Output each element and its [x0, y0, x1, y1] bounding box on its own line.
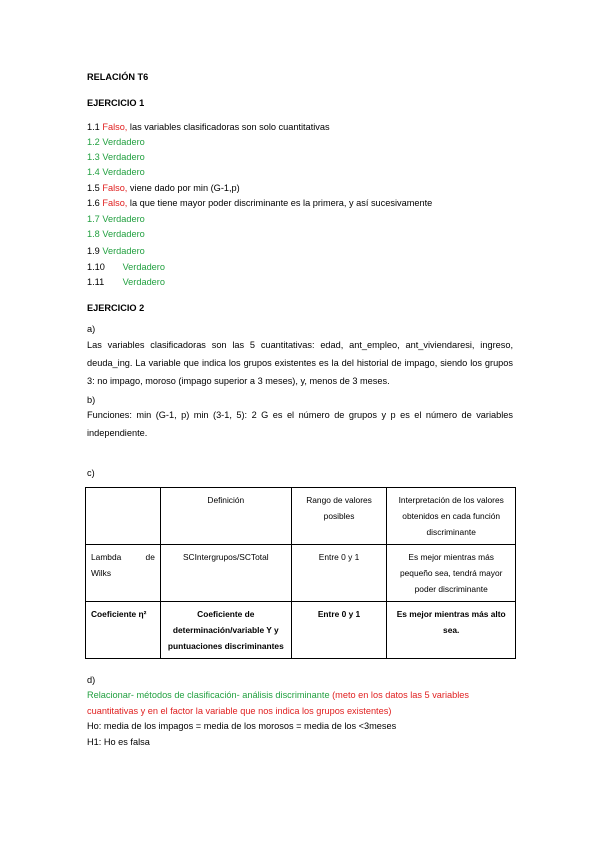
answer-number: 1.4 [87, 167, 100, 177]
answer-1-9 [87, 245, 145, 257]
ex2-a-paragraph: Las variables clasificadoras son las 5 cuantitativas: edad, ant_empleo, ant_viviendaresi, ingreso, deuda_ing. La variable que indica los grupos existentes es la del historial de impago, siendo los grupos 3: no impago, moroso (impago superior a 3 meses), y, menos de 3 meses. [87, 340, 513, 386]
ex2-d-paragraph [87, 687, 513, 719]
ex2-a-label: a) [87, 324, 96, 334]
answer-comment: viene dado por min (G-1,p) [127, 183, 240, 193]
table-cell: Es mejor mientras más alto sea. [387, 602, 516, 659]
d-method-text: Relacionar- métodos de clasificación- análisis discriminante [87, 690, 330, 700]
answer-number: 1.8 [87, 229, 100, 239]
table-cell: Coeficiente de determinación/variable Y y puntuaciones discriminantes [160, 602, 291, 659]
ex1-heading: EJERCICIO 1 [87, 98, 145, 108]
answer-verdict-true: Verdadero [102, 229, 145, 239]
ex2-b-label: b) [87, 395, 96, 405]
answer-1-7 [87, 213, 145, 225]
answer-verdict-true: Verdadero [122, 277, 165, 287]
table-row-label: Coeficiente η² [86, 602, 161, 659]
answer-comment: las variables clasificadoras son solo cuantitativas [127, 122, 330, 132]
ex2-d-label: d) [87, 675, 96, 685]
answer-1-6 [87, 197, 432, 209]
answer-1-2 [87, 136, 145, 148]
answer-number: 1.9 [87, 246, 100, 256]
ex2-heading: EJERCICIO 2 [87, 303, 145, 313]
answer-1-10 [87, 261, 165, 273]
answer-verdict-false: Falso, [102, 183, 128, 193]
answer-1-11 [87, 276, 165, 288]
answer-verdict-true: Verdadero [122, 262, 165, 272]
table-cell: Entre 0 y 1 [291, 545, 387, 602]
answer-number: 1.7 [87, 214, 100, 224]
table-header-cell: Definición [160, 488, 291, 545]
ex2-b-paragraph: Funciones: min (G-1, p) min (3-1, 5): 2 G es el número de grupos y p es el número de variables independiente. [87, 410, 513, 438]
answer-verdict-false: Falso, [102, 198, 128, 208]
answer-number: 1.11 [87, 277, 105, 287]
table-cell: SCIntergrupos/SCTotal [160, 545, 291, 602]
document-title: RELACIÓN T6 [87, 72, 149, 82]
table-cell: Es mejor mientras más pequeño sea, tendrá mayor poder discriminante [387, 545, 516, 602]
hypothesis-h1: H1: Ho es falsa [87, 737, 150, 747]
lambda-wilks-label: Lambda de Wilks [91, 552, 155, 578]
answer-verdict-true: Verdadero [102, 167, 145, 177]
answer-1-3 [87, 151, 145, 163]
table-cell: Entre 0 y 1 [291, 602, 387, 659]
table-row [86, 602, 516, 659]
answer-verdict-true: Verdadero [102, 152, 145, 162]
table-header-row [86, 488, 516, 545]
hypothesis-h0: Ho: media de los impagos = media de los morosos = media de los <3meses [87, 721, 397, 731]
answer-1-5 [87, 182, 240, 194]
table-header-cell: Rango de valores posibles [291, 488, 387, 545]
answer-number: 1.5 [87, 183, 100, 193]
table-row [86, 545, 516, 602]
answer-1-1 [87, 121, 330, 133]
d-note-text: (meto en los datos las 5 variables cuantitativas y en el factor la variable que nos indica los grupos existentes) [87, 690, 469, 716]
answer-1-8 [87, 228, 145, 240]
table-row-label [86, 545, 161, 602]
table-header-cell: Interpretación de los valores obtenidos en cada función discriminante [387, 488, 516, 545]
criteria-table [85, 487, 516, 659]
table-header-cell [86, 488, 161, 545]
answer-verdict-true: Verdadero [102, 246, 145, 256]
answer-number: 1.3 [87, 152, 100, 162]
answer-1-4 [87, 166, 145, 178]
answer-comment: la que tiene mayor poder discriminante es la primera, y así sucesivamente [127, 198, 433, 208]
answer-number: 1.2 [87, 137, 100, 147]
answer-verdict-true: Verdadero [102, 214, 145, 224]
answer-verdict-false: Falso, [102, 122, 128, 132]
answer-number: 1.6 [87, 198, 100, 208]
ex2-c-label: c) [87, 468, 95, 478]
answer-number: 1.10 [87, 262, 105, 272]
answer-number: 1.1 [87, 122, 100, 132]
answer-verdict-true: Verdadero [102, 137, 145, 147]
